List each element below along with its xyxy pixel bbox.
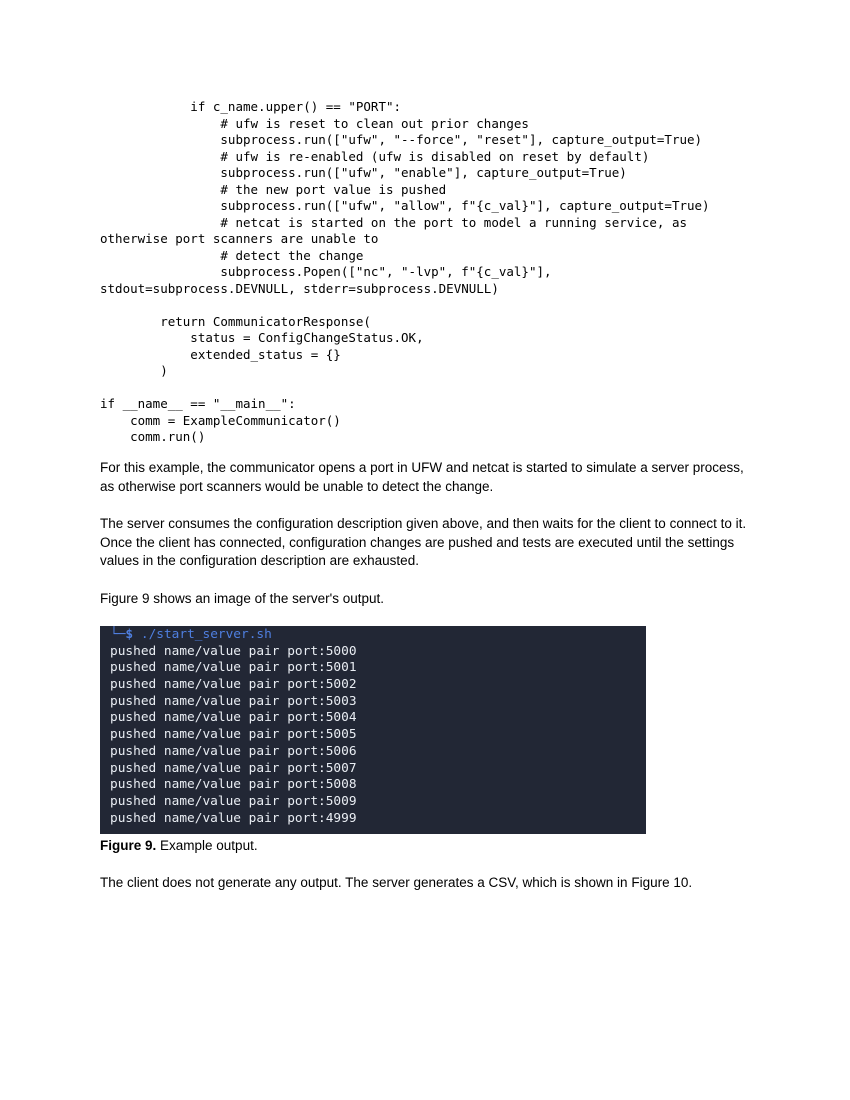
paragraph-communicator: For this example, the communicator opens a port in UFW and netcat is started to simulate a server process, as otherwise port scanners would be unable to detect the change. xyxy=(100,460,744,494)
paragraph-server: The server consumes the configuration description given above, and then waits for the client to connect to it. Once the client has connected, configuration changes are pushed and tests are executed until the settings values in the configuration description are exhausted. xyxy=(100,516,747,568)
terminal-output-line: pushed name/value pair port:5004 xyxy=(110,710,357,726)
code-line: comm.run() xyxy=(100,429,206,444)
code-line: # netcat is started on the port to model a running service, as xyxy=(100,214,687,230)
code-line xyxy=(100,380,760,397)
code-line: if __name__ == "__main__": xyxy=(100,396,296,411)
paragraph-client: The client does not generate any output. The server generates a CSV, which is shown in Figure 10. xyxy=(100,875,693,890)
terminal-output-line: pushed name/value pair port:5001 xyxy=(110,660,357,676)
code-line: stdout=subprocess.DEVNULL, stderr=subprocess.DEVNULL) xyxy=(100,280,499,296)
code-line xyxy=(100,297,760,314)
code-line: # ufw is reset to clean out prior changes xyxy=(100,115,529,131)
terminal-output-line: pushed name/value pair port:5007 xyxy=(110,760,357,776)
terminal-output-line: pushed name/value pair port:5000 xyxy=(110,643,357,659)
figure-caption-text: Example output. xyxy=(156,838,258,853)
terminal-output-line: pushed name/value pair port:5006 xyxy=(110,743,357,759)
code-line: return CommunicatorResponse( xyxy=(100,313,371,329)
terminal-output-line: pushed name/value pair port:5005 xyxy=(110,727,357,743)
code-line: subprocess.run(["ufw", "enable"], capture_output=True) xyxy=(100,165,627,180)
code-line: if c_name.upper() == "PORT": xyxy=(100,99,402,114)
code-line: subprocess.run(["ufw", "allow", f"{c_val}"], capture_output=True) xyxy=(100,198,710,213)
terminal-output-line: pushed name/value pair port:5009 xyxy=(110,793,357,809)
code-line: comm = ExampleCommunicator() xyxy=(100,412,341,428)
code-line: status = ConfigChangeStatus.OK, xyxy=(100,330,424,345)
code-line: # detect the change xyxy=(100,247,364,263)
code-line: subprocess.run(["ufw", "--force", "reset"], capture_output=True) xyxy=(100,132,703,147)
code-line: # the new port value is pushed xyxy=(100,181,447,197)
terminal-output-line: pushed name/value pair port:4999 xyxy=(110,810,357,826)
terminal-output-line: pushed name/value pair port:5002 xyxy=(110,677,357,693)
terminal-command: ./start_server.sh xyxy=(140,627,272,642)
code-line: # ufw is re-enabled (ufw is disabled on reset by default) xyxy=(100,148,650,164)
terminal-prompt xyxy=(110,627,646,644)
paragraph-figure-ref: Figure 9 shows an image of the server's output. xyxy=(100,591,384,606)
prompt-corner: └─ xyxy=(110,627,126,642)
code-line: subprocess.Popen(["nc", "-lvp", f"{c_val}"], xyxy=(100,264,552,279)
figure-caption xyxy=(100,837,258,855)
code-line: extended_status = {} xyxy=(100,346,341,362)
code-listing xyxy=(100,99,760,446)
figure-label: Figure 9. xyxy=(100,838,157,853)
code-line: ) xyxy=(100,363,168,378)
terminal-output-line: pushed name/value pair port:5008 xyxy=(110,777,357,793)
code-line: otherwise port scanners are unable to xyxy=(100,231,379,246)
terminal-screenshot xyxy=(100,626,646,834)
prompt-dollar: $ xyxy=(125,627,134,642)
terminal-output-line: pushed name/value pair port:5003 xyxy=(110,693,357,709)
